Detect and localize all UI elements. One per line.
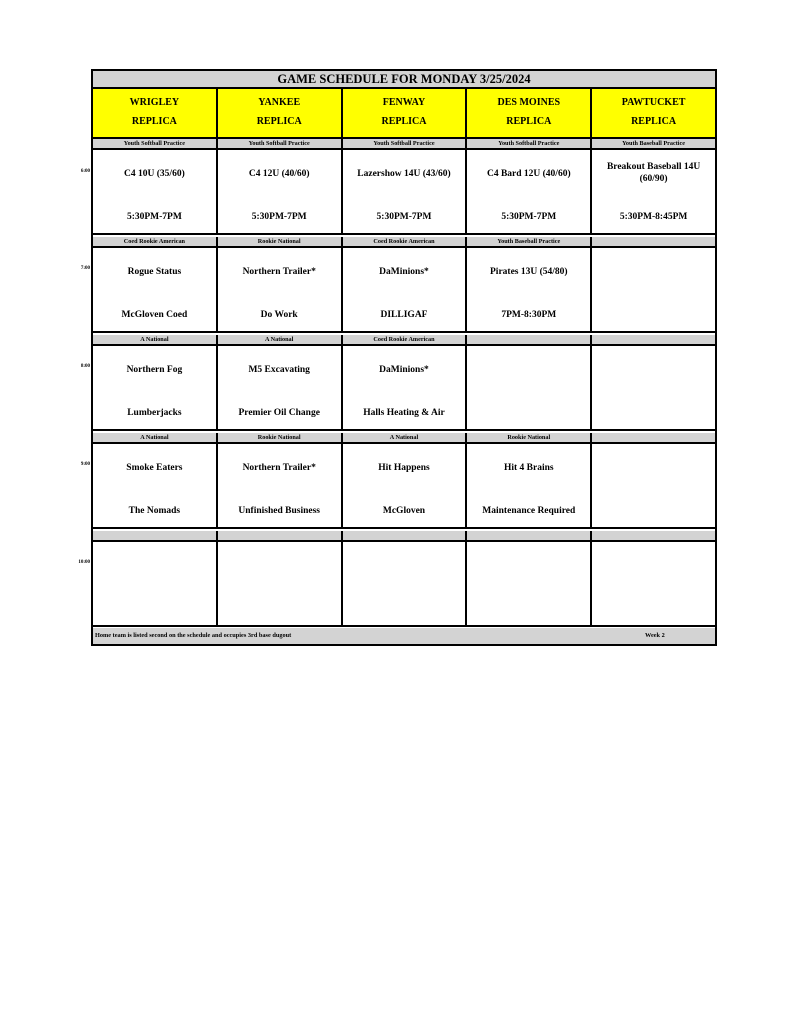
division-label: Rookie National (467, 433, 592, 442)
away-team: Rogue Status (127, 267, 182, 277)
game-cell (93, 542, 218, 625)
game-row (93, 150, 715, 235)
game-cell (218, 248, 343, 331)
game-row (93, 248, 715, 333)
field-header-pawtucket (592, 89, 715, 137)
time-label: 9:00 (80, 462, 90, 467)
home-team: 7PM-8:30PM (501, 310, 557, 320)
home-team: McGloven (382, 506, 426, 516)
division-label: Youth Softball Practice (218, 139, 343, 148)
game-cell (592, 444, 715, 527)
division-label: Coed Rookie American (343, 335, 468, 344)
time-label: 10:00 (78, 560, 90, 565)
game-cell (93, 150, 218, 233)
footer-note: Home team is listed second on the schedule and occupies 3rd base dugout (95, 632, 292, 639)
division-label-row (93, 139, 715, 150)
division-label: Rookie National (218, 433, 343, 442)
game-cell (218, 542, 343, 625)
field-name: FENWAY (382, 97, 426, 108)
division-label: Youth Baseball Practice (622, 140, 686, 147)
home-team: Maintenance Required (482, 506, 576, 516)
field-header-wrigley (93, 89, 218, 137)
field-header-des-moines (467, 89, 592, 137)
home-team: Do Work (260, 310, 298, 320)
field-name: WRIGLEY (129, 97, 180, 108)
field-header-row (93, 89, 715, 139)
time-slot-block (93, 433, 715, 529)
division-label: A National (218, 335, 343, 344)
schedule-sheet (91, 69, 717, 646)
field-name: DES MOINES (497, 97, 561, 108)
division-label (592, 335, 715, 344)
game-cell (592, 542, 715, 625)
game-cell (467, 150, 592, 233)
division-label: A National (343, 433, 468, 442)
game-cell (592, 346, 715, 429)
division-label: A National (93, 433, 218, 442)
game-cell (343, 444, 468, 527)
game-row (93, 542, 715, 627)
away-team: C4 12U (40/60) (248, 169, 310, 179)
home-team: 5:30PM-7PM (376, 212, 432, 222)
field-sub: REPLICA (131, 116, 177, 127)
game-cell (467, 444, 592, 527)
home-team: Unfinished Business (238, 506, 320, 516)
division-label (343, 531, 468, 540)
away-team: DaMinions* (379, 267, 429, 277)
home-team: Halls Heating & Air (363, 408, 445, 418)
field-header-yankee (218, 89, 343, 137)
home-team: Premier Oil Change (238, 408, 320, 418)
game-cell (592, 150, 715, 233)
game-cell (467, 346, 592, 429)
time-label: 7:00 (80, 266, 90, 271)
home-team: Lumberjacks (127, 408, 182, 418)
home-team: 5:30PM-7PM (501, 212, 557, 222)
time-label: 6:00 (80, 169, 90, 174)
time-slot-block (93, 237, 715, 333)
away-team: Breakout Baseball 14U (60/90) (606, 162, 701, 184)
away-team: Lazershow 14U (43/60) (357, 169, 451, 179)
division-label (592, 237, 715, 246)
away-team: Northern Fog (126, 365, 183, 375)
game-cell (343, 248, 468, 331)
week-label: Week 2 (645, 632, 665, 639)
game-cell (93, 444, 218, 527)
away-team: Northern Trailer* (242, 267, 316, 277)
division-label: Youth Baseball Practice (467, 237, 592, 246)
field-sub: REPLICA (381, 116, 427, 127)
game-cell (343, 346, 468, 429)
division-label: Youth Softball Practice (467, 139, 592, 148)
game-cell (467, 248, 592, 331)
field-name: YANKEE (258, 97, 301, 108)
away-team: Smoke Eaters (126, 463, 183, 473)
division-label-row (93, 433, 715, 444)
away-team: M5 Excavating (248, 365, 310, 375)
division-label (592, 433, 715, 442)
division-label (93, 531, 218, 540)
home-team: 5:30PM-7PM (126, 212, 182, 222)
division-label (467, 335, 592, 344)
game-row (93, 444, 715, 529)
division-label (592, 531, 715, 540)
away-team: Hit Happens (378, 463, 430, 473)
away-team: Northern Trailer* (242, 463, 316, 473)
game-cell (93, 248, 218, 331)
home-team: DILLIGAF (380, 310, 428, 320)
division-label: Coed Rookie American (343, 237, 468, 246)
division-label: Youth Softball Practice (343, 139, 468, 148)
field-header-fenway (343, 89, 468, 137)
time-slot-block (93, 139, 715, 235)
away-team: C4 Bard 12U (40/60) (486, 169, 571, 179)
division-label: A National (93, 335, 218, 344)
home-team: The Nomads (128, 506, 181, 516)
home-team: McGloven Coed (121, 310, 188, 320)
game-cell (218, 346, 343, 429)
game-cell (93, 346, 218, 429)
game-cell (218, 150, 343, 233)
division-label-row (93, 335, 715, 346)
away-team: Hit 4 Brains (503, 463, 554, 473)
field-sub: REPLICA (256, 116, 302, 127)
game-row (93, 346, 715, 431)
away-team: C4 10U (35/60) (124, 169, 185, 179)
division-label (467, 531, 592, 540)
away-team: Pirates 13U (54/80) (490, 267, 568, 277)
division-label (218, 531, 343, 540)
time-slot-block (93, 531, 715, 627)
division-label: Youth Softball Practice (93, 139, 218, 148)
division-label: Coed Rookie American (93, 237, 218, 246)
field-name: PAWTUCKET (621, 97, 686, 108)
schedule-title: GAME SCHEDULE FOR MONDAY 3/25/2024 (93, 71, 715, 89)
home-team: 5:30PM-7PM (251, 212, 307, 222)
field-sub: REPLICA (631, 116, 677, 127)
time-slot-block (93, 335, 715, 431)
home-team: 5:30PM-8:45PM (619, 212, 688, 222)
game-cell (343, 150, 468, 233)
division-label-row (93, 237, 715, 248)
time-label: 8:00 (80, 364, 90, 369)
division-label-row (93, 531, 715, 542)
game-cell (343, 542, 468, 625)
game-cell (467, 542, 592, 625)
game-cell (218, 444, 343, 527)
division-label: Rookie National (218, 237, 343, 246)
away-team: DaMinions* (379, 365, 429, 375)
field-sub: REPLICA (506, 116, 552, 127)
schedule-footer (93, 628, 715, 644)
game-cell (592, 248, 715, 331)
